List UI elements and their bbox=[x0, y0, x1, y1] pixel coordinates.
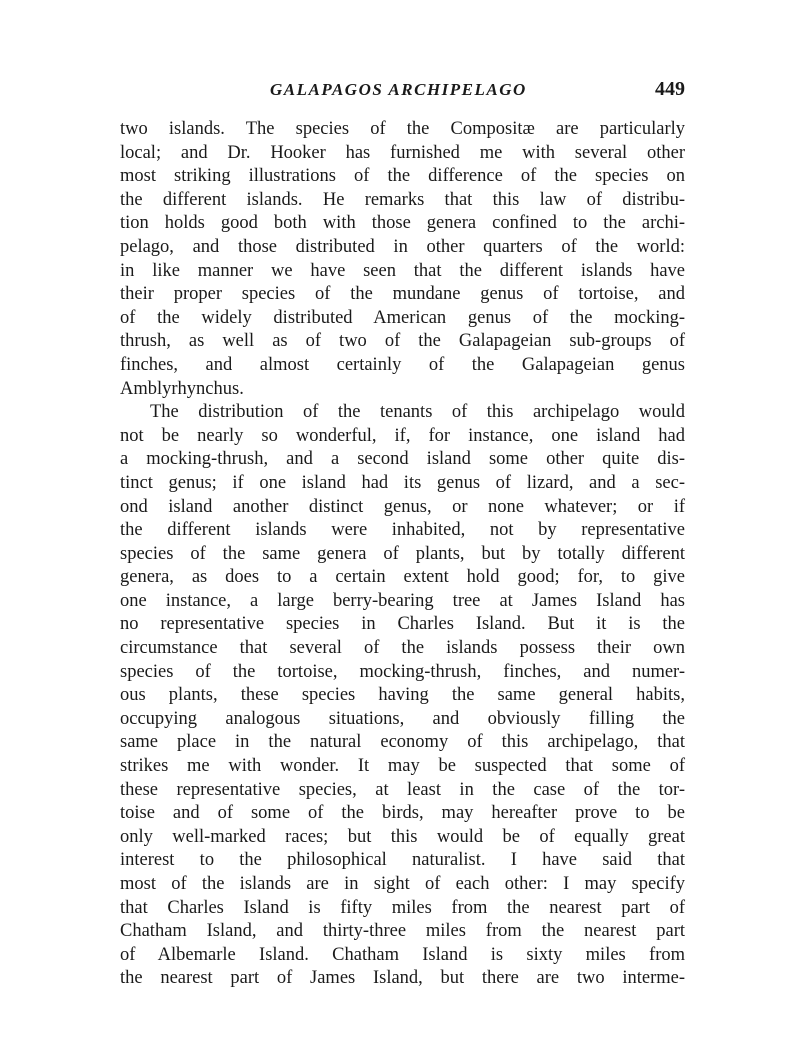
running-title: GALAPAGOS ARCHIPELAGO bbox=[270, 80, 527, 99]
text-line: thrush, as well as of two of the Galapageian sub-groups of bbox=[120, 331, 685, 352]
text-line: finches, and almost certainly of the Galapageian genus bbox=[120, 354, 685, 375]
text-line: the nearest part of James Island, but there are two interme- bbox=[120, 968, 685, 989]
text-line: ous plants, these species having the same general habits, bbox=[120, 685, 685, 706]
text-line: in like manner we have seen that the different islands have bbox=[120, 260, 685, 281]
text-line: tion holds good both with those genera confined to the archi- bbox=[120, 213, 685, 234]
text-line: tinct genus; if one island had its genus of lizard, and a sec- bbox=[120, 472, 685, 493]
text-line: toise and of some of the birds, may hereafter prove to be bbox=[120, 803, 685, 824]
text-line: the different islands. He remarks that this law of distribu- bbox=[120, 189, 685, 210]
text-line: two islands. The species of the Compositæ are particularly bbox=[120, 119, 685, 139]
text-line: no representative species in Charles Island. But it is the bbox=[120, 614, 685, 635]
text-line: not be nearly so wonderful, if, for instance, one island had bbox=[120, 425, 685, 446]
body-text bbox=[120, 118, 685, 991]
text-line: most of the islands are in sight of each other: I may specify bbox=[120, 874, 685, 894]
text-line: strikes me with wonder. It may be suspected that some of bbox=[120, 756, 685, 777]
text-line: a mocking-thrush, and a second island some other quite dis- bbox=[120, 449, 685, 470]
text-line: the different islands were inhabited, not by representative bbox=[120, 520, 685, 541]
text-line: pelago, and those distributed in other quarters of the world: bbox=[120, 236, 685, 257]
text-line: that Charles Island is fifty miles from the nearest part of bbox=[120, 897, 685, 918]
running-head bbox=[120, 80, 685, 108]
text-line: occupying analogous situations, and obviously filling the bbox=[120, 708, 685, 729]
text-line: circumstance that several of the islands possess their own bbox=[120, 638, 685, 659]
paragraph-1 bbox=[120, 118, 685, 401]
text-line: Chatham Island, and thirty-three miles from the nearest part bbox=[120, 921, 685, 942]
text-line: genera, as does to a certain extent hold good; for, to give bbox=[120, 567, 685, 588]
text-line: species of the same genera of plants, but by totally different bbox=[120, 543, 685, 564]
text-line: interest to the philosophical naturalist. I have said that bbox=[120, 850, 685, 871]
text-line: of Albemarle Island. Chatham Island is sixty miles from bbox=[120, 944, 685, 965]
text-line: of the widely distributed American genus of the mocking- bbox=[120, 307, 685, 328]
text-line: ond island another distinct genus, or none whatever; or if bbox=[120, 496, 685, 517]
paragraph-2 bbox=[120, 401, 685, 991]
text-line: Amblyrhynchus. bbox=[120, 378, 244, 399]
text-line: one instance, a large berry-bearing tree at James Island has bbox=[120, 590, 685, 611]
text-line: same place in the natural economy of this archipelago, that bbox=[120, 732, 685, 753]
text-line: their proper species of the mundane genus of tortoise, and bbox=[120, 284, 685, 305]
text-line: these representative species, at least in the case of the tor- bbox=[120, 779, 685, 800]
text-line: only well-marked races; but this would be of equally great bbox=[120, 826, 685, 847]
text-line: local; and Dr. Hooker has furnished me with several other bbox=[120, 142, 685, 163]
page-number: 449 bbox=[655, 78, 685, 100]
text-line: most striking illustrations of the difference of the species on bbox=[120, 166, 685, 187]
text-line: The distribution of the tenants of this archipelago would bbox=[150, 402, 685, 423]
text-line: species of the tortoise, mocking-thrush, finches, and numer- bbox=[120, 661, 685, 682]
